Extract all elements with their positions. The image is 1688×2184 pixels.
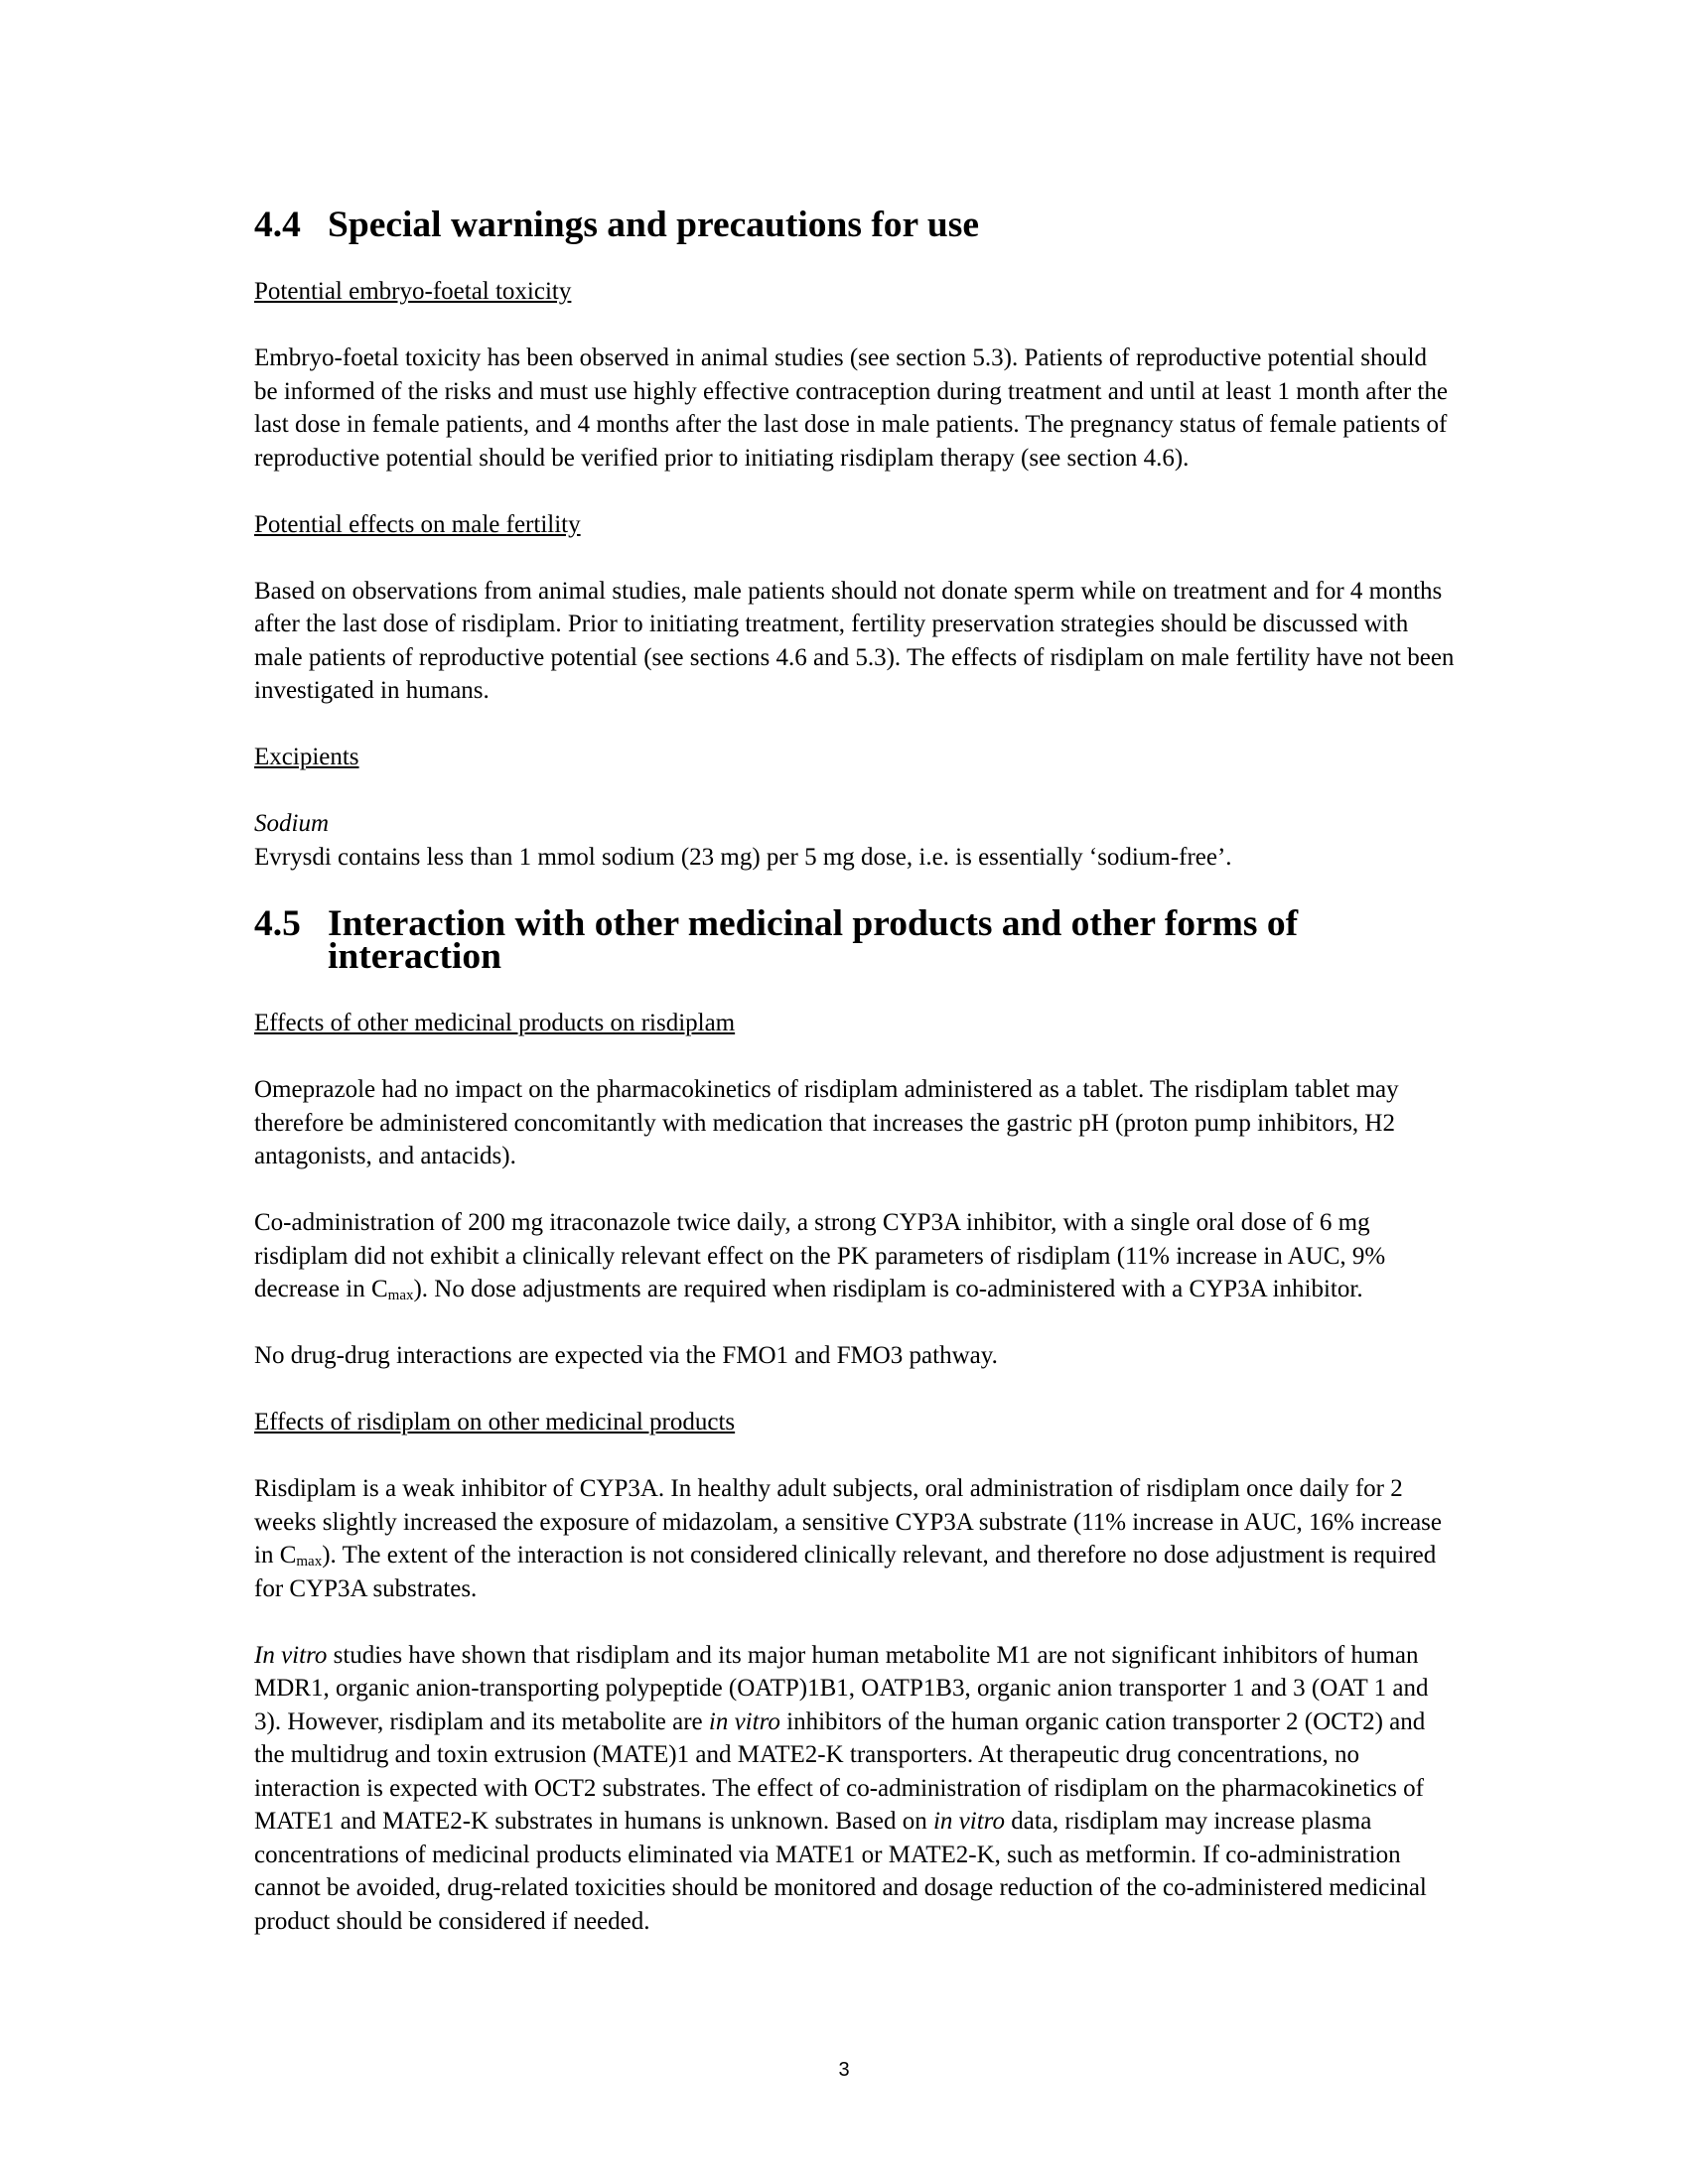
paragraph-itraconazole — [254, 1206, 1456, 1306]
italic-run: in vitro — [932, 1808, 1005, 1835]
text-run: studies have shown that risdiplam and its major human metabolite M1 are not significant inhibitors of human MDR1, organic anion-transporting polypeptide (OATP)1B1, OATP1B3, organic anion transporter 1 and 3 (OAT 1 and 3). However, risdiplam and its metabolite are — [254, 1641, 1429, 1735]
paragraph-in-vitro — [254, 1639, 1456, 1939]
italic-run: in vitro — [708, 1707, 780, 1735]
section-4-5-heading — [254, 902, 1456, 977]
document-page — [254, 205, 1456, 1938]
subscript-max: max — [296, 1554, 323, 1570]
text-run: inhibitors of the human organic cation transporter 2 (OCT2) and the multidrug and toxin extrusion (MATE)1 and MATE2-K transporters. At therapeutic drug concentrations, no interaction is expected with OCT2 substrates. The effect of co-administration of risdiplam on the pharmacokinetics of MATE1 and MATE2-K substrates in humans is unknown. Based on — [254, 1707, 1426, 1835]
text-run: data, risdiplam may increase plasma concentrations of medicinal products eliminated via MATE1 or MATE2-K, such as metformin. If co-administration cannot be avoided, drug-related toxicities should be monitored and dosage reduction of the co-administered medicinal product should be considered if needed. — [254, 1808, 1427, 1935]
paragraph-sodium: Evrysdi contains less than 1 mmol sodium (23 mg) per 5 mg dose, i.e. is essentially ‘sodium-free’. — [254, 843, 1232, 871]
paragraph-cyp3a — [254, 1472, 1456, 1605]
paragraph-embryo-foetal-toxicity: Embryo-foetal toxicity has been observed in animal studies (see section 5.3). Patients of reproductive potential should be informed of the risks and must use highly effective contraception during treatment and until at least 1 month after the last dose in female patients, and 4 months after the last dose in male patients. The pregnancy status of female patients of reproductive potential should be verified prior to initiating risdiplam therapy (see section 4.6). — [254, 344, 1448, 472]
text-run: Co-administration of 200 mg itraconazole twice daily, a strong CYP3A inhibitor, with a single oral dose of 6 mg risdiplam did not exhibit a clinically relevant effect on the PK parameters of risdiplam (11% increase in AUC, 9% decrease in C — [254, 1209, 1386, 1302]
text-run: Risdiplam is a weak inhibitor of CYP3A. In healthy adult subjects, oral administration of risdiplam once daily for 2 weeks slightly increased the exposure of midazolam, a sensitive CYP3A substrate (11% increase in AUC, 16% increase in C — [254, 1475, 1442, 1569]
section-title: Interaction with other medicinal products and other forms of interaction — [328, 902, 1299, 977]
paragraph-fmo-pathway: No drug-drug interactions are expected via the FMO1 and FMO3 pathway. — [254, 1342, 998, 1369]
subheading-embryo-foetal-toxicity: Potential embryo-foetal toxicity — [254, 278, 572, 305]
sodium-label: Sodium — [254, 810, 329, 837]
paragraph-omeprazole: Omeprazole had no impact on the pharmacokinetics of risdiplam administered as a tablet. The risdiplam tablet may therefore be administered concomitantly with medication that increases the gastric pH (proton pump inhibitors, H2 antagonists, and antacids). — [254, 1076, 1399, 1169]
subheading-effects-on-risdiplam: Effects of other medicinal products on risdiplam — [254, 1010, 736, 1036]
subheading-male-fertility: Potential effects on male fertility — [254, 510, 581, 538]
subheading-excipients: Excipients — [254, 744, 359, 770]
paragraph-male-fertility: Based on observations from animal studies, male patients should not donate sperm while on treatment and for 4 months after the last dose of risdiplam. Prior to initiating treatment, fertility preservation strategies should be discussed with male patients of reproductive potential (see sections 4.6 and 5.3). The effects of risdiplam on male fertility have not been investigated in humans. — [254, 577, 1455, 704]
page-number: 3 — [838, 2059, 850, 2081]
text-run: ). The extent of the interaction is not considered clinically relevant, and therefore no dose adjustment is required for CYP3A substrates. — [254, 1542, 1437, 1602]
section-title: Special warnings and precautions for use — [328, 205, 979, 245]
section-4-4-heading — [254, 205, 1456, 245]
italic-run: In vitro — [254, 1641, 328, 1669]
section-number: 4.5 — [254, 902, 301, 944]
subscript-max: max — [387, 1288, 414, 1303]
section-number: 4.4 — [254, 205, 301, 245]
subheading-effects-of-risdiplam: Effects of risdiplam on other medicinal products — [254, 1409, 736, 1435]
text-run: ). No dose adjustments are required when risdiplam is co-administered with a CYP3A inhibitor. — [413, 1276, 1363, 1302]
